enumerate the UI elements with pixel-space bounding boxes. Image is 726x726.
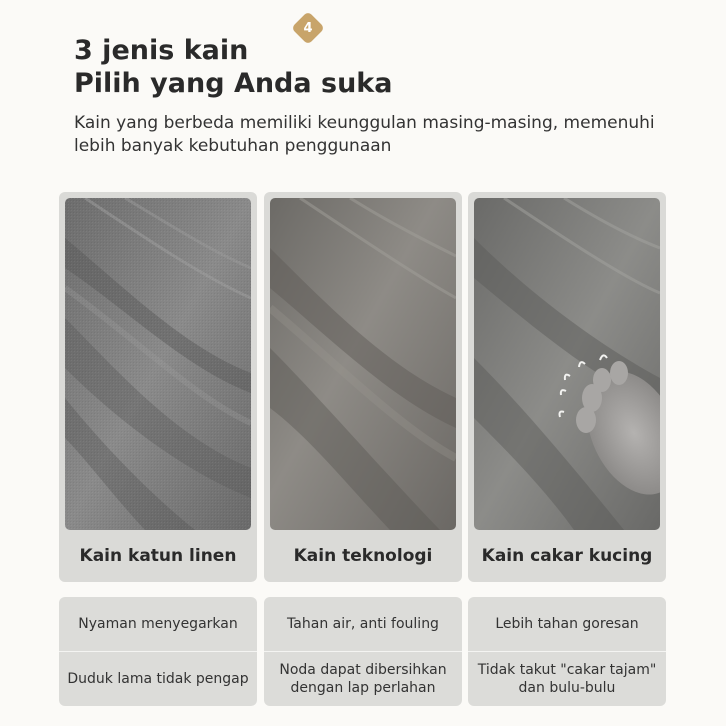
- tech-fabric-image: [270, 198, 456, 530]
- tech-feature-1: Tahan air, anti fouling: [264, 597, 462, 651]
- linen-feature-1: Nyaman menyegarkan: [59, 597, 257, 651]
- tech-feature-2: Noda dapat dibersihkan dengan lap perlahan: [264, 652, 462, 706]
- title-line-1: 3 jenis kain: [74, 35, 249, 66]
- cat-scratch-feature-2: Tidak takut "cakar tajam" dan bulu-bulu: [468, 652, 666, 706]
- fabric-name-tech: Kain teknologi: [293, 546, 433, 566]
- cat-scratch-fabric-image: [474, 198, 660, 530]
- fabric-card-cat-scratch: [468, 192, 666, 582]
- page-subtitle: Kain yang berbeda memiliki keunggulan masing-masing, memenuhi lebih banyak kebutuhan penggunaan: [74, 113, 655, 156]
- fabric-name-linen: Kain katun linen: [79, 546, 237, 566]
- fabric-card-linen: [59, 192, 257, 582]
- page-title: [74, 34, 392, 100]
- fabric-name-cat-scratch: Kain cakar kucing: [481, 546, 653, 566]
- linen-feature-2: Duduk lama tidak pengap: [59, 652, 257, 706]
- fabric-card-tech: [264, 192, 462, 582]
- cat-scratch-feature-1: Lebih tahan goresan: [468, 597, 666, 651]
- title-line-2: Pilih yang Anda suka: [74, 68, 393, 99]
- linen-fabric-image: [65, 198, 251, 530]
- badge-number: 4: [303, 20, 313, 36]
